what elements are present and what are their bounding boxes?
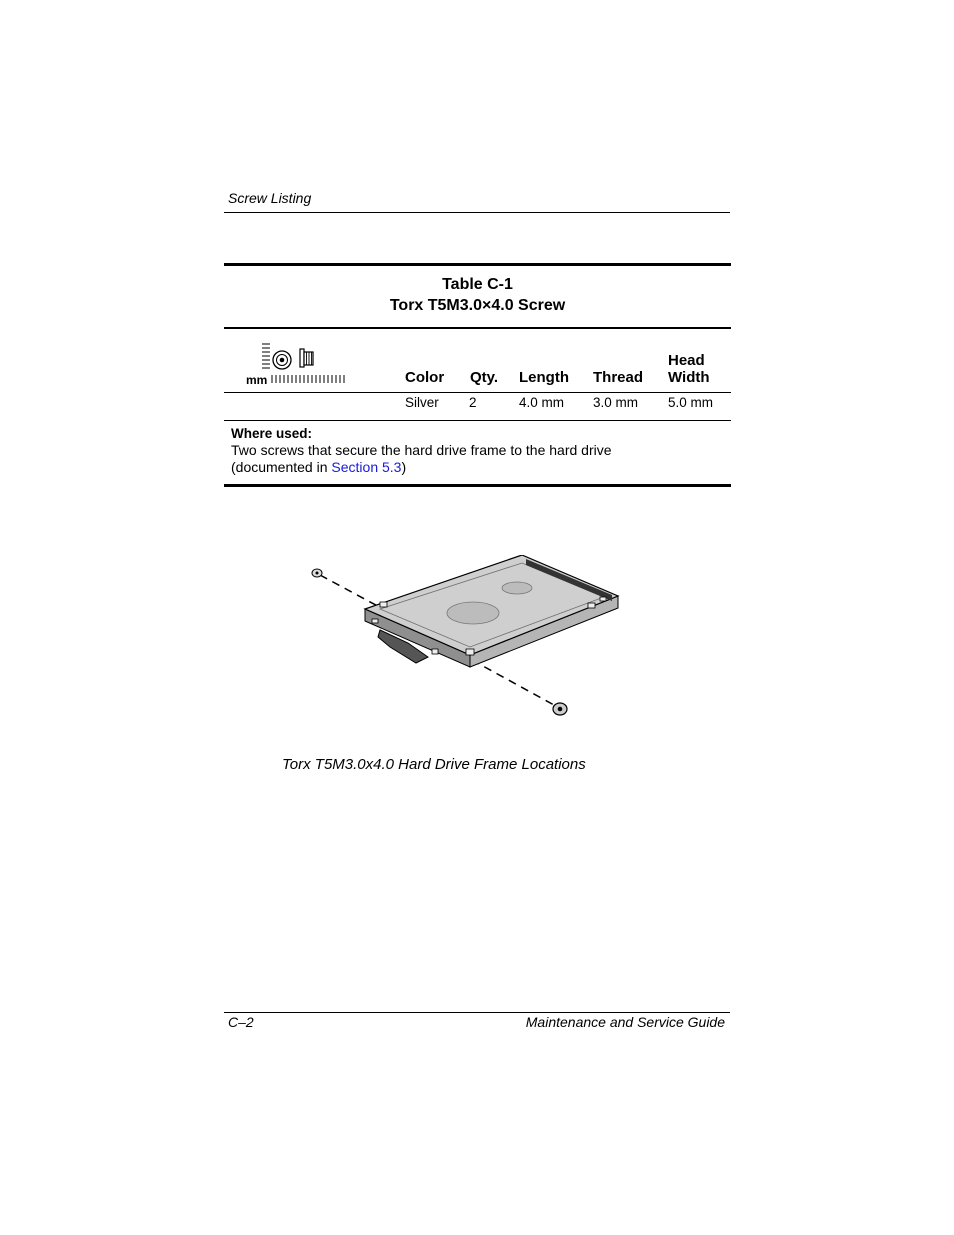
running-header: Screw Listing [228,190,312,206]
hard-drive-screw-illustration [300,555,630,725]
col-head-width-line1: Head [668,352,705,369]
column-header-row [224,329,731,392]
col-head-width [668,352,710,386]
col-head-width-line2: Width [668,369,710,386]
screw-left-icon [312,569,322,577]
screw-size-gauge-icon [244,341,350,387]
unit-label: mm [246,373,268,387]
table-title: Torx T5M3.0×4.0 Screw [389,297,566,314]
guide-title: Maintenance and Service Guide [525,1014,725,1030]
col-color: Color [405,369,445,386]
table-row [224,393,731,420]
cell-color: Silver [405,395,439,410]
screw-right-icon [553,703,567,715]
footer-rule [224,1012,730,1013]
cell-thread: 3.0 mm [593,395,639,410]
col-length: Length [519,369,569,386]
cell-head-width: 5.0 mm [668,395,714,410]
where-used [224,421,731,484]
table-caption [224,266,731,327]
cell-length: 4.0 mm [519,395,565,410]
cell-qty: 2 [469,395,477,410]
screw-table [224,263,731,487]
header-rule [224,212,730,213]
where-used-prefix: (documented in [231,459,332,475]
where-used-suffix: ) [401,459,407,475]
col-thread: Thread [593,369,644,386]
col-qty: Qty. [470,369,499,386]
table-number: Table C-1 [442,276,513,293]
table-bottom-rule [224,484,731,487]
where-used-line1: Two screws that secure the hard drive frame to the hard drive [231,442,612,458]
where-used-label: Where used: [231,426,313,441]
figure-caption: Torx T5M3.0x4.0 Hard Drive Frame Locations [282,756,586,773]
section-link[interactable]: Section 5.3 [331,459,402,475]
page-number: C–2 [228,1014,254,1030]
where-used-line2 [231,459,724,476]
